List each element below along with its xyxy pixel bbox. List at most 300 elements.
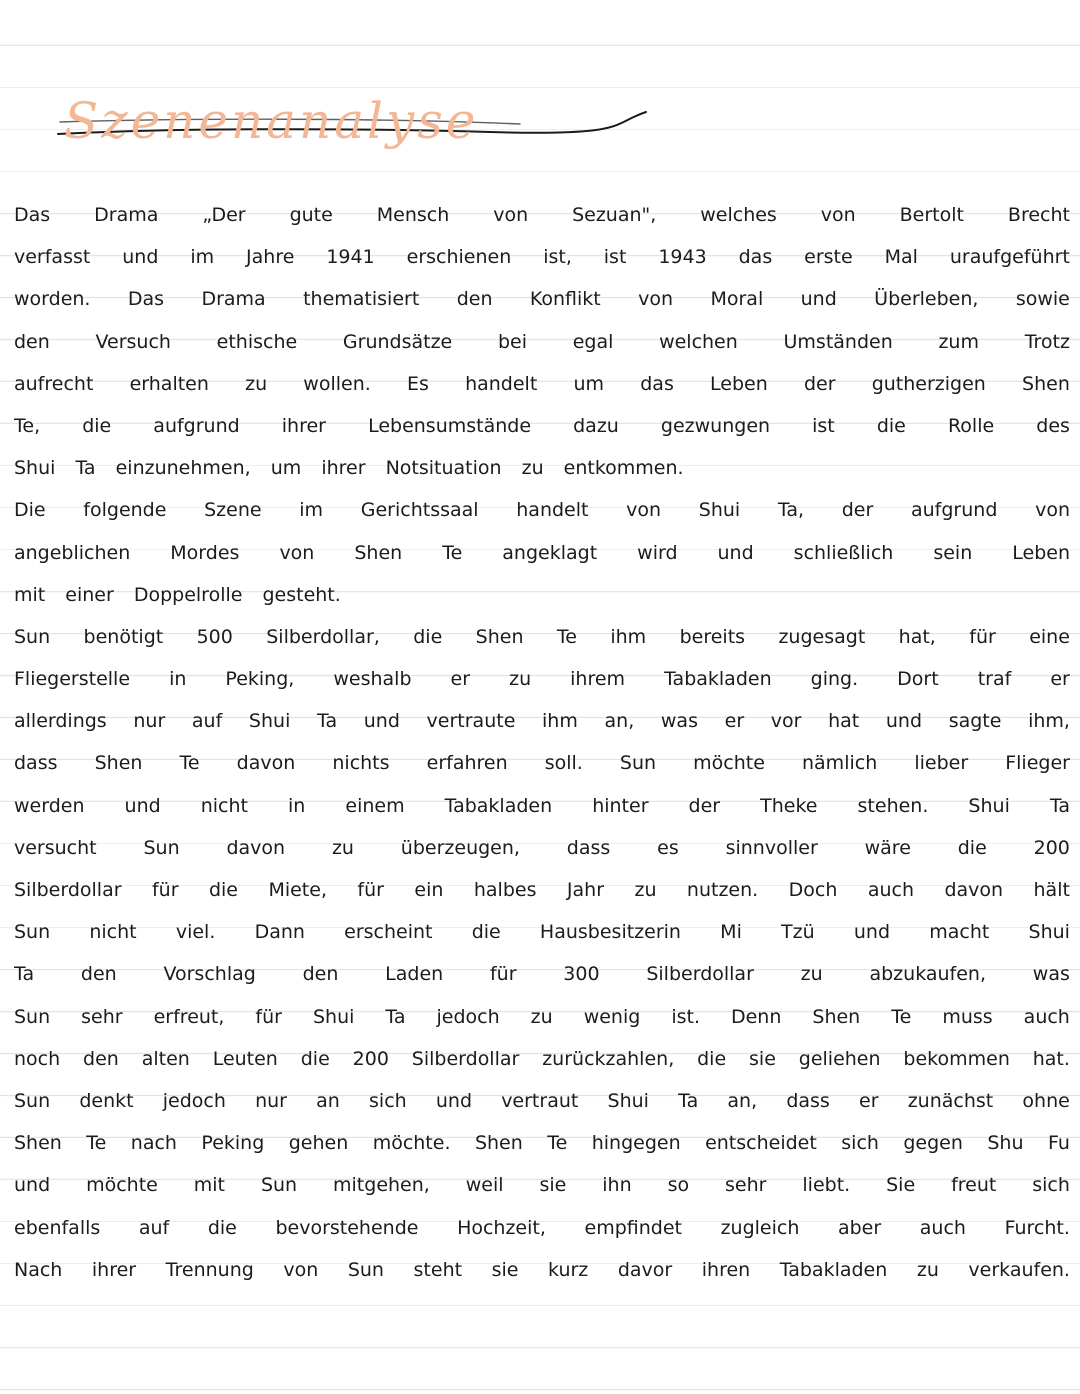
word: Sie — [886, 1174, 916, 1197]
word: „Der — [202, 204, 246, 226]
word: ihm, — [1028, 710, 1070, 733]
word: in — [288, 794, 306, 817]
word: und — [122, 246, 159, 269]
text-line: Shui Ta einzunehmen, um ihrer Notsituation zu entkommen. — [14, 457, 684, 480]
word: von — [1035, 499, 1070, 522]
word: ihn — [602, 1174, 632, 1197]
word: davon — [236, 752, 296, 775]
text-line — [14, 700, 1070, 742]
text-line: mit einer Doppelrolle gesteht. — [14, 583, 341, 606]
word: Flieger — [1005, 752, 1070, 775]
word: ging. — [810, 668, 859, 691]
word: ohne — [1022, 1089, 1070, 1112]
word: die — [207, 1216, 237, 1239]
word: Moral — [710, 288, 764, 311]
word: Hochzeit, — [457, 1216, 546, 1239]
word: Gerichtssaal — [360, 499, 479, 522]
word: hält — [1033, 879, 1070, 901]
word: abzukaufen, — [869, 963, 987, 986]
word: Mordes — [170, 541, 240, 564]
word: Das — [14, 204, 51, 226]
word: ein — [414, 879, 444, 901]
word: zum — [938, 330, 979, 353]
word: erste — [804, 246, 853, 269]
word: weshalb — [333, 668, 412, 691]
word: Umständen — [783, 330, 893, 353]
word: gezwungen — [660, 414, 771, 437]
word: liebt. — [802, 1174, 851, 1197]
word: mit — [193, 1174, 226, 1197]
word: bevorstehende — [275, 1216, 419, 1239]
handwritten-text-body — [14, 194, 1070, 1291]
word: 300 — [563, 963, 600, 986]
word: Shu — [987, 1132, 1024, 1155]
word: Sezuan", — [572, 204, 657, 226]
word: Sun — [619, 752, 657, 775]
word: und — [363, 710, 400, 733]
word: Dann — [254, 921, 305, 944]
word: hat — [828, 710, 860, 733]
word: welchen — [659, 330, 738, 353]
word: bei — [497, 330, 527, 353]
word: soll. — [544, 752, 583, 775]
word: Shen — [14, 1132, 62, 1155]
word: ihm — [610, 625, 647, 648]
word: nicht — [200, 794, 248, 817]
word: hat. — [1032, 1047, 1070, 1070]
word: Te, — [14, 414, 41, 437]
word: Mensch — [376, 204, 450, 226]
text-line — [14, 911, 1070, 953]
word: er — [724, 710, 745, 733]
word: Shui — [968, 794, 1010, 817]
word: an, — [604, 710, 635, 733]
word: Konflikt — [529, 288, 601, 311]
word: Shui — [312, 1005, 355, 1028]
word: ist, — [543, 246, 572, 269]
word: sinnvoller — [725, 836, 818, 859]
word: Te — [179, 752, 200, 775]
word: jedoch — [436, 1005, 500, 1028]
word: die — [876, 414, 906, 437]
word: sowie — [1015, 288, 1070, 311]
word: sehr — [725, 1174, 767, 1197]
word: ist. — [671, 1005, 700, 1028]
word: Sun — [143, 836, 180, 859]
text-line — [14, 658, 1070, 700]
word: ihrer — [281, 414, 326, 437]
word: einem — [345, 794, 405, 817]
word: die — [208, 879, 238, 901]
word: der — [803, 372, 836, 395]
word: sagte — [948, 710, 1002, 733]
word: an — [316, 1089, 340, 1112]
word: Peking — [201, 1132, 265, 1155]
word: aufgrund — [911, 499, 998, 522]
word: auf — [138, 1216, 170, 1239]
word: nämlich — [802, 752, 878, 775]
word: dass — [786, 1089, 830, 1112]
word: den — [80, 963, 117, 986]
word: Tabakladen — [779, 1258, 888, 1281]
word: 1941 — [326, 246, 375, 269]
word: sein — [933, 541, 973, 564]
word: und — [800, 288, 837, 311]
text-line — [14, 278, 1070, 320]
text-line — [14, 1080, 1070, 1122]
word: hat, — [898, 625, 936, 648]
word: der — [841, 499, 874, 522]
word: handelt — [465, 372, 538, 395]
word: und — [717, 541, 754, 564]
text-line — [14, 996, 1070, 1038]
word: gehen — [288, 1132, 349, 1155]
text-line — [14, 1038, 1070, 1080]
word: Shui — [607, 1089, 649, 1112]
text-line — [14, 827, 1070, 869]
word: nach — [130, 1132, 177, 1155]
word: dazu — [573, 414, 619, 437]
word: sie — [539, 1174, 567, 1197]
word: lieber — [914, 752, 969, 775]
word: 200 — [1033, 836, 1070, 859]
word: sich — [369, 1089, 407, 1112]
word: auch — [1023, 1005, 1070, 1028]
text-line — [14, 1122, 1070, 1164]
word: jedoch — [162, 1089, 226, 1112]
word: wäre — [864, 836, 911, 859]
word: die — [413, 625, 443, 648]
title-block — [50, 88, 670, 168]
word: ist — [603, 246, 627, 269]
word: erfreut, — [153, 1005, 225, 1028]
word: für — [969, 625, 996, 648]
word: verkaufen. — [968, 1258, 1070, 1281]
word: benötigt — [83, 625, 164, 648]
word: die — [300, 1047, 330, 1070]
word: viel. — [175, 921, 216, 944]
word: die — [957, 836, 987, 859]
word: Shui — [698, 499, 741, 522]
word: Szene — [204, 499, 262, 522]
word: Es — [406, 372, 429, 395]
word: überzeugen, — [400, 836, 520, 859]
word: nichts — [332, 752, 390, 775]
word: Trennung — [165, 1258, 254, 1281]
text-line — [14, 785, 1070, 827]
word: folgende — [83, 499, 167, 522]
word: noch — [14, 1047, 61, 1070]
word: die — [471, 921, 501, 944]
word: für — [255, 1005, 282, 1028]
word: weil — [465, 1174, 504, 1197]
word: von — [493, 204, 529, 226]
word: aber — [837, 1216, 882, 1239]
word: auf — [191, 710, 223, 733]
word: der — [688, 794, 721, 817]
word: muss — [942, 1005, 993, 1028]
word: 1943 — [658, 246, 707, 269]
word: Leben — [710, 372, 768, 395]
word: Shen — [354, 541, 403, 564]
word: von — [626, 499, 662, 522]
word: Ta — [385, 1005, 406, 1028]
word: ebenfalls — [14, 1216, 101, 1239]
word: allerdings — [14, 710, 107, 733]
word: Miete, — [268, 879, 327, 901]
word: Sun — [260, 1174, 298, 1197]
word: den — [456, 288, 493, 311]
word: um — [573, 372, 605, 395]
word: Fliegerstelle — [14, 668, 131, 691]
word: die — [697, 1047, 727, 1070]
word: uraufgeführt — [949, 246, 1070, 269]
word: Grundsätze — [342, 330, 453, 353]
text-line — [14, 1164, 1070, 1206]
word: Denn — [730, 1005, 782, 1028]
word: Silberdollar — [14, 879, 122, 901]
word: denkt — [79, 1089, 134, 1112]
word: von — [820, 204, 856, 226]
text-line — [14, 405, 1070, 447]
word: verfasst — [14, 246, 91, 269]
word: angeblichen — [14, 541, 131, 564]
word: dass — [566, 836, 611, 859]
word: für — [151, 879, 179, 901]
word: den — [83, 1047, 119, 1070]
text-line — [14, 869, 1070, 911]
word: egal — [572, 330, 614, 353]
word: und — [14, 1174, 51, 1197]
word: möchte — [86, 1174, 158, 1197]
word: bereits — [679, 625, 746, 648]
text-line — [14, 321, 1070, 363]
word: Trotz — [1024, 330, 1070, 353]
word: ist — [812, 414, 835, 437]
word: davor — [617, 1258, 673, 1281]
word: schließlich — [793, 541, 894, 564]
word: des — [1036, 414, 1070, 437]
word: zugesagt — [778, 625, 866, 648]
word: in — [169, 668, 187, 691]
word: handelt — [516, 499, 589, 522]
word: es — [657, 836, 679, 859]
word: dass — [14, 752, 58, 775]
word: ethische — [216, 330, 298, 353]
word: Drama — [94, 204, 159, 226]
word: Bertolt — [899, 204, 964, 226]
word: möchte. — [372, 1132, 451, 1155]
word: Ta — [14, 963, 35, 986]
word: Shen — [474, 1132, 523, 1155]
word: Dort — [897, 668, 939, 691]
word: Ta — [678, 1089, 699, 1112]
word: geliehen — [798, 1047, 881, 1070]
word: Vorschlag — [163, 963, 256, 986]
word: zu — [331, 836, 354, 859]
word: Sun — [14, 1005, 51, 1028]
word: Versuch — [95, 330, 171, 353]
word: ihrem — [570, 668, 626, 691]
word: Tabakladen — [444, 794, 553, 817]
word: alten — [141, 1047, 190, 1070]
text-line — [14, 1207, 1070, 1249]
word: Shui — [1028, 921, 1070, 944]
word: thematisiert — [303, 288, 420, 311]
word: Shen — [475, 625, 524, 648]
text-line — [14, 532, 1070, 574]
word: traf — [977, 668, 1012, 691]
word: welches — [700, 204, 777, 226]
word: wenig — [583, 1005, 641, 1028]
word: Sun — [347, 1258, 384, 1281]
word: Laden — [385, 963, 444, 986]
word: Brecht — [1007, 204, 1070, 226]
word: hingegen — [591, 1132, 681, 1155]
word: Te — [891, 1005, 912, 1028]
word: zu — [530, 1005, 553, 1028]
text-line — [14, 363, 1070, 405]
text-line — [14, 1249, 1070, 1291]
word: Sun — [14, 921, 51, 944]
word: versucht — [14, 836, 97, 859]
word: Silberdollar, — [266, 625, 380, 648]
word: Silberdollar — [411, 1047, 520, 1070]
word: nur — [133, 710, 166, 733]
word: Ta — [1049, 794, 1070, 817]
word: Fu — [1047, 1132, 1070, 1155]
word: Doch — [788, 879, 838, 901]
word: Jahr — [566, 879, 605, 901]
word: im — [190, 246, 215, 269]
word: zunächst — [907, 1089, 994, 1112]
word: an, — [727, 1089, 758, 1112]
word: Silberdollar — [646, 963, 754, 986]
word: Mi — [720, 921, 742, 944]
word: zugleich — [720, 1216, 800, 1239]
word: erhalten — [129, 372, 209, 395]
word: angeklagt — [502, 541, 598, 564]
word: Leuten — [212, 1047, 278, 1070]
text-line — [14, 194, 1070, 236]
word: bekommen — [903, 1047, 1010, 1070]
word: gutherzigen — [871, 372, 986, 395]
word: Tzü — [781, 921, 815, 944]
word: nicht — [89, 921, 137, 944]
word: zu — [916, 1258, 939, 1281]
word: möchte — [693, 752, 765, 775]
word: freut — [951, 1174, 997, 1197]
word: was — [660, 710, 698, 733]
word: Jahre — [246, 246, 295, 269]
word: Te — [86, 1132, 107, 1155]
word: Te — [547, 1132, 568, 1155]
word: Shen — [94, 752, 143, 775]
word: ihren — [701, 1258, 751, 1281]
word: und — [885, 710, 923, 733]
word: Ta, — [777, 499, 805, 522]
word: Sun — [14, 1089, 51, 1112]
word: und — [435, 1089, 473, 1112]
word: erscheint — [344, 921, 433, 944]
word: was — [1032, 963, 1070, 986]
word: zu — [634, 879, 657, 901]
word: den — [14, 330, 50, 353]
word: im — [299, 499, 324, 522]
word: so — [667, 1174, 690, 1197]
word: er — [450, 668, 471, 691]
word: Shui — [248, 710, 291, 733]
word: stehen. — [857, 794, 929, 817]
word: Theke — [760, 794, 818, 817]
text-line — [14, 742, 1070, 784]
word: auch — [919, 1216, 966, 1239]
text-line — [14, 489, 1070, 531]
word: Tabakladen — [664, 668, 772, 691]
word: Rolle — [947, 414, 995, 437]
word: für — [357, 879, 384, 901]
word: Ta — [317, 710, 338, 733]
word: gute — [289, 204, 333, 226]
word: von — [283, 1258, 319, 1281]
word: Peking, — [225, 668, 295, 691]
word: 200 — [352, 1047, 389, 1070]
word: Te — [442, 541, 463, 564]
word: vertraute — [426, 710, 516, 733]
word: davon — [944, 879, 1004, 901]
word: aufgrund — [153, 414, 240, 437]
word: sie — [749, 1047, 776, 1070]
word: Sun — [14, 625, 51, 648]
word: erschienen — [406, 246, 512, 269]
text-line — [14, 953, 1070, 995]
word: macht — [929, 921, 990, 944]
word: Lebensumstände — [368, 414, 532, 437]
word: Furcht. — [1004, 1216, 1070, 1239]
word: wollen. — [303, 372, 371, 395]
word: erfahren — [426, 752, 508, 775]
word: aufrecht — [14, 372, 94, 395]
word: Drama — [201, 288, 266, 311]
word: für — [489, 963, 517, 986]
word: empfindet — [584, 1216, 682, 1239]
word: und — [853, 921, 891, 944]
word: Überleben, — [874, 288, 979, 311]
text-line — [14, 236, 1070, 278]
word: vertraut — [501, 1089, 579, 1112]
word: Shen — [1022, 372, 1070, 395]
word: auch — [867, 879, 915, 901]
word: eine — [1029, 625, 1070, 648]
word: sie — [491, 1258, 519, 1281]
word: 500 — [196, 625, 233, 648]
word: den — [302, 963, 339, 986]
word: von — [279, 541, 315, 564]
word: das — [640, 372, 674, 395]
word: Das — [127, 288, 165, 311]
word: ihm — [542, 710, 578, 733]
word: die — [82, 414, 112, 437]
word: werden — [14, 794, 85, 817]
word: davon — [226, 836, 286, 859]
word: vor — [770, 710, 802, 733]
text-line — [14, 616, 1070, 658]
word: ihrer — [91, 1258, 137, 1281]
word: und — [124, 794, 161, 817]
word: Nach — [14, 1258, 63, 1281]
word: zu — [509, 668, 532, 691]
word: Leben — [1012, 541, 1070, 564]
